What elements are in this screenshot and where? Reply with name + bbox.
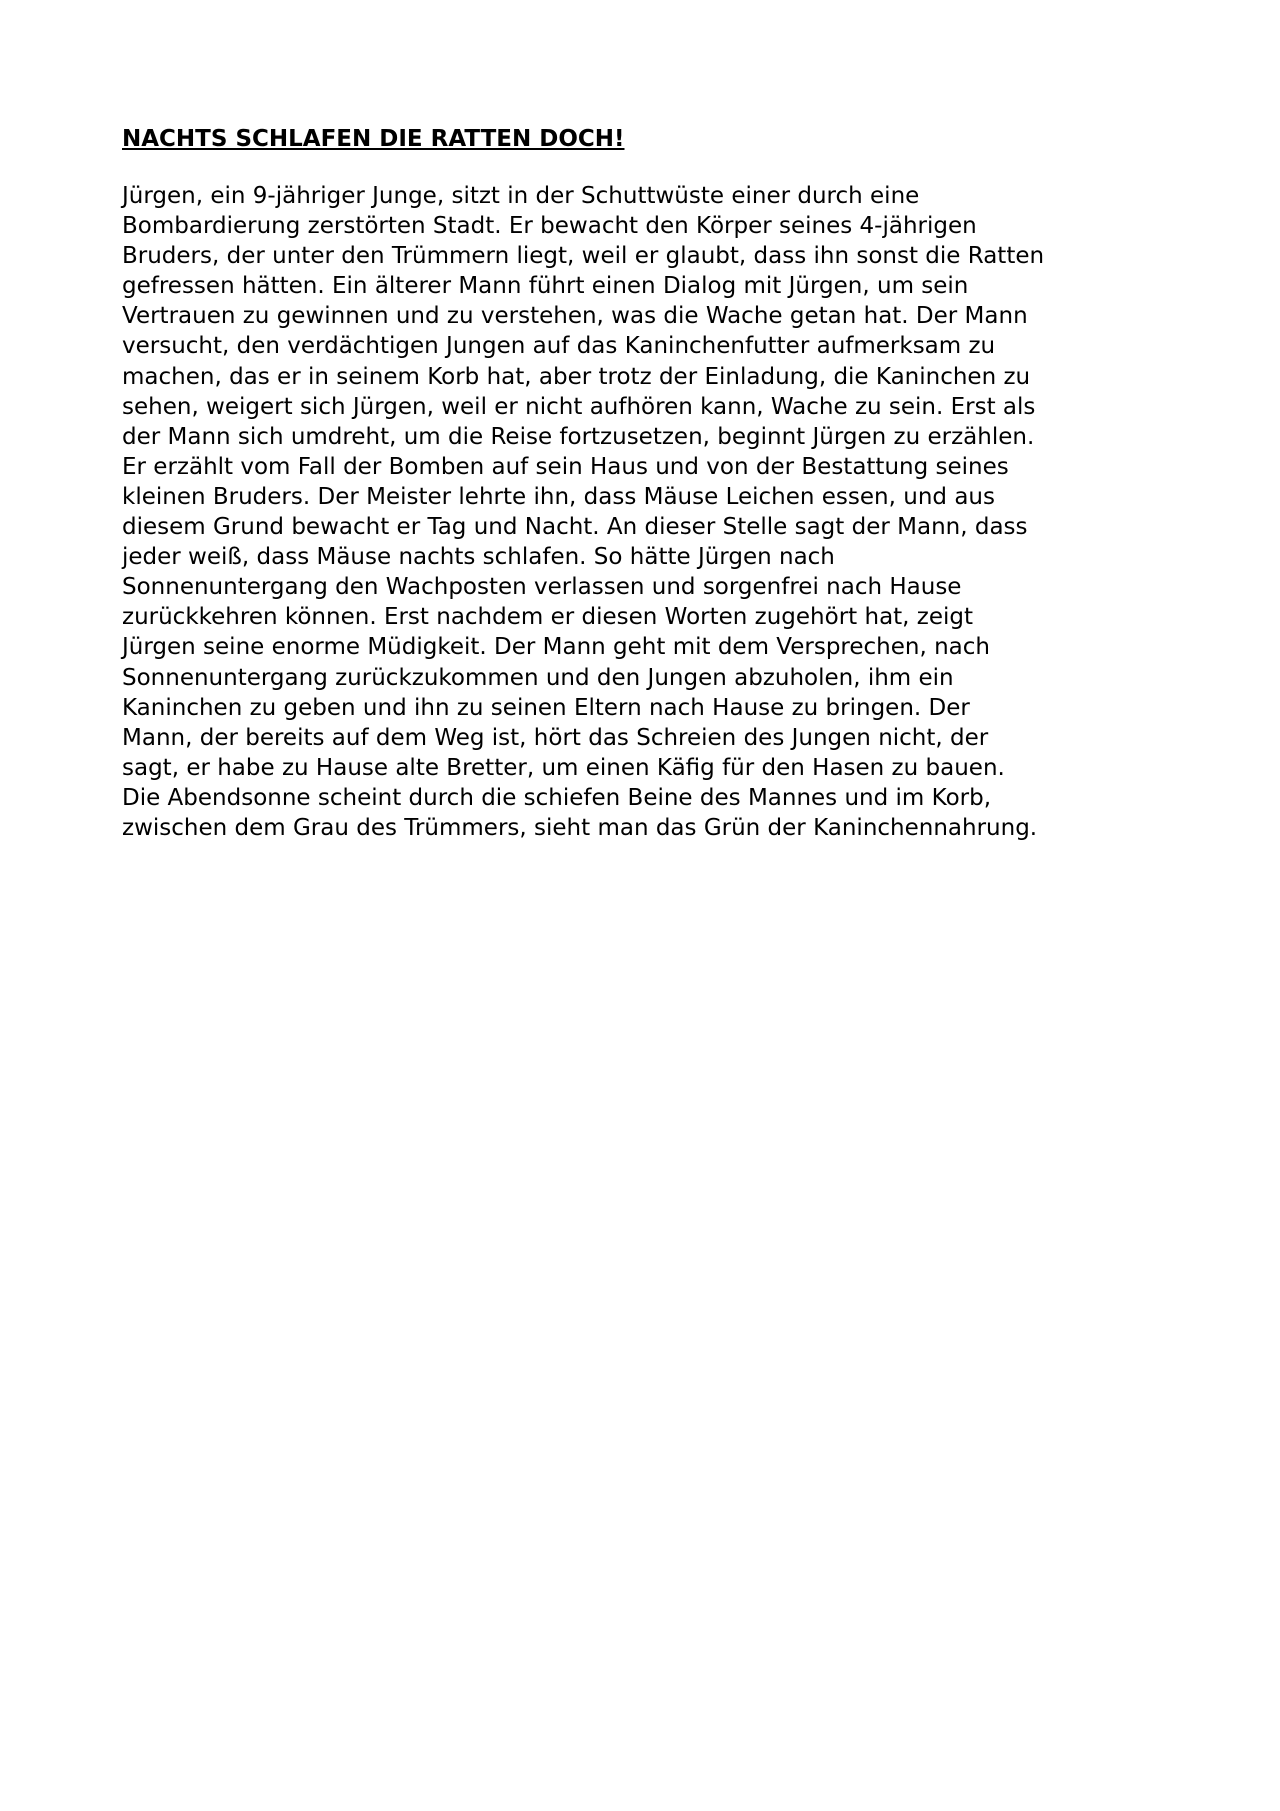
- body-line: kleinen Bruders. Der Meister lehrte ihn, dass Mäuse Leichen essen, und aus: [122, 483, 995, 510]
- body-line: Bruders, der unter den Trümmern liegt, weil er glaubt, dass ihn sonst die Ratten: [122, 243, 1045, 270]
- body-line: Sonnenuntergang den Wachposten verlassen und sorgenfrei nach Hause: [122, 574, 962, 601]
- document-title: NACHTS SCHLAFEN DIE RATTEN DOCH!: [122, 126, 625, 152]
- body-line: Mann, der bereits auf dem Weg ist, hört das Schreien des Jungen nicht, der: [122, 724, 989, 751]
- body-line: Er erzählt vom Fall der Bomben auf sein Haus und von der Bestattung seines: [122, 453, 1009, 480]
- body-line: versucht, den verdächtigen Jungen auf das Kaninchenfutter aufmerksam zu: [122, 333, 996, 360]
- body-line: Die Abendsonne scheint durch die schiefen Beine des Mannes und im Korb,: [122, 784, 992, 811]
- body-line: Bombardierung zerstörten Stadt. Er bewacht den Körper seines 4-jährigen: [122, 213, 977, 240]
- body-line: Kaninchen zu geben und ihn zu seinen Eltern nach Hause zu bringen. Der: [122, 694, 970, 721]
- body-line: jeder weiß, dass Mäuse nachts schlafen. So hätte Jürgen nach: [122, 544, 835, 571]
- body-line: zurückkehren können. Erst nachdem er diesen Worten zugehört hat, zeigt: [122, 604, 974, 631]
- body-line: Vertrauen zu gewinnen und zu verstehen, was die Wache getan hat. Der Mann: [122, 303, 1028, 330]
- document-content: [122, 124, 1172, 843]
- body-line: diesem Grund bewacht er Tag und Nacht. An dieser Stelle sagt der Mann, dass: [122, 514, 1028, 541]
- body-line: der Mann sich umdreht, um die Reise fortzusetzen, beginnt Jürgen zu erzählen.: [122, 423, 1035, 450]
- document-body: [122, 181, 1172, 843]
- body-line: Jürgen, ein 9-jähriger Junge, sitzt in der Schuttwüste einer durch eine: [122, 183, 920, 209]
- body-line: sehen, weigert sich Jürgen, weil er nicht aufhören kann, Wache zu sein. Erst als: [122, 393, 1036, 420]
- body-line: gefressen hätten. Ein älterer Mann führt einen Dialog mit Jürgen, um sein: [122, 273, 969, 300]
- body-line: sagt, er habe zu Hause alte Bretter, um einen Käfig für den Hasen zu bauen.: [122, 754, 1005, 781]
- body-line: Sonnenuntergang zurückzukommen und den Jungen abzuholen, ihm ein: [122, 664, 954, 691]
- body-line: Jürgen seine enorme Müdigkeit. Der Mann geht mit dem Versprechen, nach: [122, 634, 991, 661]
- body-line: zwischen dem Grau des Trümmers, sieht man das Grün der Kaninchennahrung.: [122, 814, 1038, 841]
- body-line: machen, das er in seinem Korb hat, aber trotz der Einladung, die Kaninchen zu: [122, 363, 1031, 390]
